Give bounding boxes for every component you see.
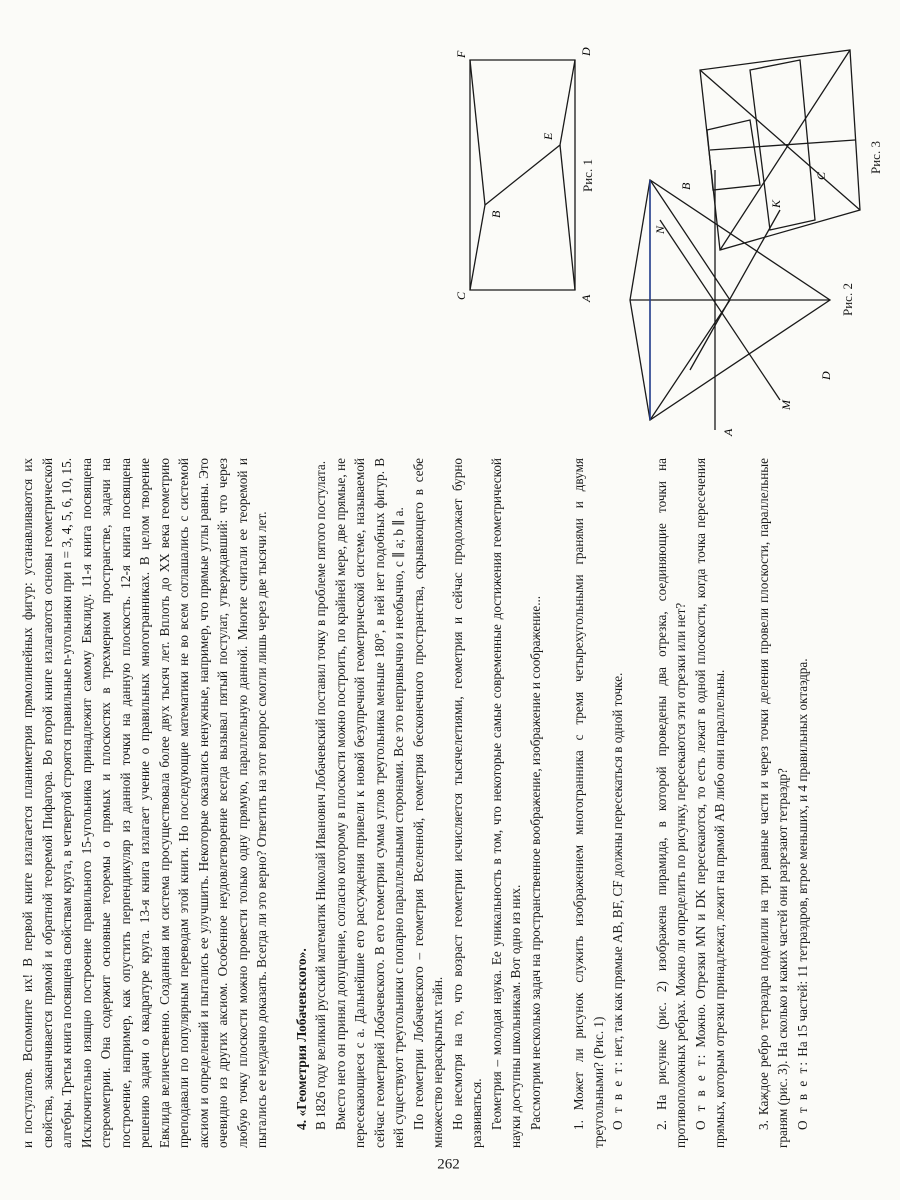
- section-heading: 4. «Геометрия Лобачевского».: [293, 948, 309, 1130]
- fig3-tetrahedron-outline: [700, 50, 860, 250]
- figure-3-drawing: [690, 30, 890, 270]
- fig2-label-d: D: [819, 371, 833, 380]
- fig2-label-m: M: [779, 400, 793, 410]
- answer-text: Можно. Отрезки MN и DK пересекаются, то есть лежат в одной плоскости, когда точка пересечения прямых, которым отрезки принадлежат, лежит на прямой AB либо они параллельны.: [692, 457, 727, 1148]
- section-paragraph-5: Геометрия – молодая наука. Ее уникальность в том, что некоторые самые современные достижения геометрической науки доступны школьникам. Вот одно из них.: [488, 458, 523, 1148]
- fig2-label-c: C: [814, 171, 828, 180]
- section-paragraph-4: Но несмотря на то, что возраст геометрии исчисляется тысячелетиями, геометрия и сейчас продолжает бурно развиваться.: [449, 458, 484, 1148]
- fig1-label-c: C: [454, 291, 468, 300]
- fig1-label-b: B: [489, 210, 503, 218]
- section-paragraph-2: Вместо него он принял допущение, согласно которому в плоскости можно построить, по крайней мере, две прямые, не пересекающиеся с a. Дальнейшие его рассуждения привели к новой безупречной геометрической системе, называемой сейчас геометрией Лобачевского. В его геометрии сумма углов треугольника меньше 180°, в ней нет подобных фигур. В ней существуют треугольники с попарно параллельными сторонами. Все это непривычно и необычно, c ∥ a; b ∥ a.: [332, 458, 406, 1148]
- figure-1-drawing: [430, 40, 600, 310]
- answer-label: О т в е т:: [692, 1052, 708, 1130]
- fig1-label-f: F: [454, 50, 468, 58]
- section-paragraph-1: В 1826 году великий русский математик Николай Иванович Лобачевский поставил точку в проблеме пятого постулата.: [313, 460, 328, 1130]
- fig1-label-d: D: [579, 47, 593, 56]
- section-paragraph-6: Рассмотрим несколько задач на пространственное воображение, изображение и соображение...: [527, 595, 543, 1130]
- task-2-answer: [691, 458, 730, 1148]
- figure-1: [430, 40, 600, 310]
- fig1-top-edges: [470, 60, 485, 290]
- section-paragraph-3: По геометрии Лобачевского – геометрия Вселенной, геометрия бесконечного пространства, скрывающего в себе множество нераскрытых тайн.: [410, 458, 445, 1148]
- fig2-label-a: A: [721, 428, 735, 436]
- fig2-label-b: B: [679, 182, 693, 190]
- fig1-label-a: A: [579, 294, 593, 302]
- answer-text: На 15 частей: 11 тетраэдров, втрое меньших, и 4 правильных октаэдра.: [794, 658, 810, 1057]
- page-number: 262: [437, 1156, 460, 1173]
- answer-label: О т в е т:: [610, 1060, 625, 1130]
- fig2-label-n: N: [653, 225, 667, 234]
- figure-2-caption: Рис. 2: [840, 283, 855, 316]
- figure-1-caption: Рис. 1: [580, 159, 595, 192]
- fig2-label-k: K: [769, 199, 783, 208]
- answer-label: О т в е т:: [794, 1060, 810, 1130]
- figure-3: [690, 30, 890, 270]
- fig1-middle-edges: [485, 60, 575, 205]
- answer-text: нет, так как прямые AB, BF, CF должны пересекаться в одной точке.: [610, 672, 625, 1057]
- intro-paragraph: и постулатов. Вспомните их! В первой книге излагается планиметрия прямолинейных фигур: устанавливаются их свойства, заканчивается прямой и обратной теоремой Пифагора. Во второй книге излагаются основы геометрической алгебры. Третья книга посвящена свойствам круга, в четвертой строятся правильные n-угольники при n = 3, 4, 5, 6, 10, 15. Исключительно изящно построение правильного 15-угольника принадлежит самому Евклиду. 11-я книга посвящена стереометрии. Она содержит основные теоремы о прямых и плоскостях в трехмерном пространстве, задачи на построение, например, как опустить перпендикуляр из данной точки на данную плоскость. 12-я книга посвящена решению задачи о квадратуре круга. 13-я книга излагает учение о правильных многогранниках. В целом творение Евклида величественно. Созданная им система просуществовала более двух тысяч лет. Вплоть до XX века геометрию преподавали по популярным переводам этой книги. Но последующие математики не во всем соглашались с системой аксиом и определений и пытались ее улучшить. Некоторые оказались ненужные, например, что прямые углы равны. Это очевидно из других аксиом. Особенное неудовлетворение всегда вызывал пятый постулат, утверждавший: что через любую точку плоскости можно провести только одну прямую, параллельную данной. Многие считали ее теоремой и пытались ее неудачно доказать. Всегда ли это верно? Ответить на этот вопрос смогли лишь через две тысячи лет.: [20, 458, 269, 1148]
- text-column: [18, 458, 812, 1148]
- task-3-text: 3. Каждое ребро тетраэдра поделили на три равные части и через точки деления провели плоскости, параллельные граням (рис. 3). На сколько и каких частей они разрезают тетраэдр?: [755, 458, 790, 1148]
- task-1-text: 1. Может ли рисунок служить изображением многогранника с тремя четырехугольными гранями и двумя треугольными? (Рис. 1): [571, 458, 606, 1148]
- fig3-diagonals: [700, 50, 860, 250]
- fig1-label-e: E: [541, 132, 555, 140]
- figure-3-caption: Рис. 3: [868, 141, 883, 174]
- fig1-bottom-edge: [560, 145, 575, 290]
- task-2-text: 2. На рисунке (рис. 2) изображена пирамида, в которой проведены два отрезка, соединяющие точки на противоположных ребрах. Можно ли определить по рисунку, пересекаются эти отрезки или нет?: [653, 458, 688, 1148]
- fig3-division-1: [707, 120, 760, 190]
- task-1-answer: [608, 458, 628, 1148]
- task-3-answer: [793, 458, 813, 1148]
